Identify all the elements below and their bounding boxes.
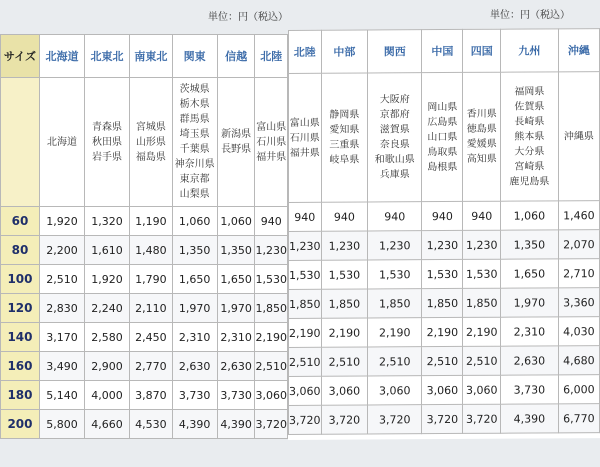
price-cell: 940	[321, 202, 368, 231]
prefecture-name: 青森県	[92, 121, 123, 133]
size-cell: 200	[1, 410, 40, 439]
prefecture-name: 香川県	[466, 108, 497, 120]
rate-table-left	[0, 34, 288, 439]
prefecture-name: 石川県	[256, 136, 287, 148]
prefecture-name: 岐阜県	[329, 154, 360, 166]
price-cell: 5,140	[39, 381, 84, 410]
price-cell: 1,650	[501, 259, 559, 288]
price-row	[1, 294, 288, 323]
price-cell: 2,580	[85, 323, 130, 352]
price-cell: 2,510	[422, 346, 463, 375]
price-cell: 1,530	[463, 259, 501, 288]
price-cell: 2,770	[130, 352, 173, 381]
price-cell: 3,730	[217, 381, 255, 410]
price-cell: 3,870	[130, 381, 173, 410]
prefecture-name: 福井県	[256, 151, 287, 163]
price-cell: 2,510	[39, 265, 84, 294]
prefecture-name: 群馬県	[179, 114, 210, 125]
price-cell: 2,710	[558, 259, 599, 288]
price-cell: 6,000	[558, 375, 599, 404]
price-cell: 1,530	[255, 265, 288, 294]
price-cell: 3,720	[289, 405, 322, 434]
prefecture-list	[85, 78, 130, 207]
price-cell: 1,230	[289, 231, 322, 260]
prefecture-list	[321, 73, 368, 202]
size-cell: 120	[1, 294, 40, 323]
price-cell: 3,730	[172, 381, 217, 410]
price-cell: 6,770	[558, 404, 599, 433]
prefecture-name: 大阪府	[379, 94, 410, 106]
price-row	[1, 323, 288, 352]
price-cell: 2,830	[39, 294, 84, 323]
price-cell: 3,060	[321, 376, 368, 405]
price-cell: 4,390	[172, 410, 217, 439]
price-cell: 1,920	[85, 265, 130, 294]
prefecture-list	[558, 72, 599, 201]
price-cell: 1,530	[289, 260, 322, 289]
price-row	[289, 404, 600, 435]
prefecture-name: 福島県	[135, 151, 166, 163]
header-row	[289, 29, 600, 74]
price-cell: 1,970	[217, 294, 255, 323]
price-cell: 3,720	[463, 404, 501, 433]
price-cell: 2,190	[255, 323, 288, 352]
prefecture-name: 茨城県	[179, 84, 210, 95]
price-cell: 2,630	[172, 352, 217, 381]
price-cell: 4,680	[558, 346, 599, 375]
prefecture-name: 宮城県	[135, 121, 166, 133]
prefecture-name: 栃木県	[179, 99, 210, 110]
price-row	[289, 201, 600, 232]
price-cell: 2,190	[321, 318, 368, 347]
price-row	[1, 410, 288, 439]
price-cell: 2,510	[321, 347, 368, 376]
unit-label-right: 単位：円（税込）	[490, 10, 570, 21]
region-header: 北東北	[85, 35, 130, 78]
price-cell: 5,800	[39, 410, 84, 439]
price-cell: 1,920	[39, 207, 84, 236]
prefecture-name: 千葉県	[179, 144, 210, 155]
price-row	[289, 375, 600, 406]
prefecture-name: 島根県	[427, 161, 458, 173]
prefecture-name: 山口県	[427, 131, 458, 143]
prefecture-name: 広島県	[427, 116, 458, 128]
price-cell: 1,460	[558, 201, 599, 230]
prefecture-name: 熊本県	[514, 130, 545, 143]
price-cell: 2,630	[217, 352, 255, 381]
rate-table-page-left	[0, 34, 288, 434]
prefecture-name: 静岡県	[329, 109, 360, 121]
price-cell: 1,530	[321, 260, 368, 289]
price-cell: 2,190	[422, 317, 463, 346]
price-cell: 1,650	[217, 265, 255, 294]
price-cell: 3,720	[422, 404, 463, 433]
price-cell: 1,480	[130, 236, 173, 265]
price-cell: 1,970	[172, 294, 217, 323]
price-cell: 4,390	[217, 410, 255, 439]
prefecture-name: 鳥取県	[427, 146, 458, 158]
price-cell: 3,720	[255, 410, 288, 439]
price-cell: 1,060	[501, 201, 559, 230]
price-cell: 3,060	[255, 381, 288, 410]
prefecture-row	[289, 72, 600, 203]
price-cell: 1,850	[368, 289, 422, 318]
price-cell: 2,190	[463, 317, 501, 346]
prefecture-name: 京都府	[379, 109, 410, 121]
price-cell: 1,610	[85, 236, 130, 265]
price-cell: 1,850	[289, 289, 322, 318]
prefecture-name: 山梨県	[179, 189, 210, 200]
size-cell: 100	[1, 265, 40, 294]
price-cell: 1,790	[130, 265, 173, 294]
price-cell: 2,070	[558, 230, 599, 259]
region-header: 沖縄	[558, 29, 599, 72]
price-cell: 4,390	[501, 404, 559, 433]
price-cell: 1,230	[321, 231, 368, 260]
prefecture-name: 鹿児島県	[509, 175, 550, 188]
size-column-header: サイズ	[1, 35, 40, 78]
price-cell: 1,350	[501, 230, 559, 259]
prefecture-name: 岩手県	[92, 151, 123, 163]
price-cell: 3,060	[422, 375, 463, 404]
price-cell: 940	[255, 207, 288, 236]
prefecture-name: 徳島県	[466, 123, 497, 135]
region-header: 関東	[172, 35, 217, 78]
price-cell: 1,320	[85, 207, 130, 236]
prefecture-name: 長崎県	[514, 115, 545, 128]
prefecture-list	[463, 72, 501, 201]
prefecture-name: 富山県	[289, 117, 320, 129]
price-cell: 2,510	[255, 352, 288, 381]
header-row	[1, 35, 288, 78]
price-cell: 3,490	[39, 352, 84, 381]
price-cell: 1,350	[172, 236, 217, 265]
size-cell: 80	[1, 236, 40, 265]
price-cell: 4,000	[85, 381, 130, 410]
prefecture-list	[130, 78, 173, 207]
region-header: 九州	[501, 29, 559, 72]
price-cell: 1,230	[368, 231, 422, 260]
prefecture-list	[172, 78, 217, 207]
price-cell: 1,970	[501, 288, 559, 317]
price-cell: 3,720	[368, 405, 422, 434]
rate-table-page-right	[288, 28, 600, 440]
price-cell: 1,850	[422, 288, 463, 317]
region-header: 中国	[422, 29, 463, 72]
region-header: 信越	[217, 35, 255, 78]
price-cell: 2,900	[85, 352, 130, 381]
prefecture-name: 石川県	[289, 132, 320, 144]
size-cell: 60	[1, 207, 40, 236]
prefecture-name: 奈良県	[379, 139, 410, 151]
price-cell: 940	[368, 202, 422, 231]
prefecture-name: 東京都	[179, 174, 210, 185]
prefecture-name: 埼玉県	[179, 129, 210, 140]
prefecture-name: 岡山県	[427, 101, 458, 113]
price-cell: 2,190	[289, 318, 322, 347]
prefecture-name: 愛媛県	[466, 138, 497, 150]
price-row	[1, 265, 288, 294]
region-header: 北陸	[289, 30, 322, 73]
price-cell: 1,850	[463, 288, 501, 317]
prefecture-name: 和歌山県	[374, 154, 415, 166]
region-header: 北陸	[255, 35, 288, 78]
price-row	[1, 207, 288, 236]
price-cell: 1,230	[255, 236, 288, 265]
price-cell: 3,360	[558, 288, 599, 317]
prefecture-name: 大分県	[514, 145, 545, 158]
price-cell: 2,510	[368, 347, 422, 376]
prefecture-name: 三重県	[329, 139, 360, 151]
region-header: 中部	[321, 30, 368, 73]
price-row	[289, 259, 600, 290]
prefecture-list	[501, 72, 559, 201]
size-area-blank	[1, 78, 40, 207]
price-cell: 1,850	[321, 289, 368, 318]
prefecture-name: 長野県	[221, 144, 252, 155]
price-cell: 2,450	[130, 323, 173, 352]
prefecture-list	[217, 78, 255, 207]
prefecture-name: 秋田県	[92, 136, 123, 148]
price-cell: 4,660	[85, 410, 130, 439]
prefecture-name: 山形県	[135, 136, 166, 148]
price-cell: 1,190	[130, 207, 173, 236]
region-header: 関西	[368, 30, 422, 73]
price-cell: 1,650	[172, 265, 217, 294]
price-row	[289, 317, 600, 348]
prefecture-list	[39, 78, 84, 207]
price-cell: 2,310	[217, 323, 255, 352]
price-cell: 1,230	[463, 230, 501, 259]
price-cell: 2,510	[463, 346, 501, 375]
price-row	[1, 352, 288, 381]
price-cell: 3,730	[501, 375, 559, 404]
rate-table-right	[288, 28, 600, 435]
price-cell: 940	[422, 201, 463, 230]
price-cell: 940	[289, 202, 322, 231]
prefecture-list	[422, 72, 463, 201]
size-cell: 160	[1, 352, 40, 381]
price-cell: 1,060	[217, 207, 255, 236]
region-header: 北海道	[39, 35, 84, 78]
price-cell: 1,850	[255, 294, 288, 323]
prefecture-name: 高知県	[466, 153, 497, 165]
prefecture-row	[1, 78, 288, 207]
price-cell: 3,060	[368, 376, 422, 405]
price-cell: 4,030	[558, 317, 599, 346]
price-row	[1, 236, 288, 265]
unit-label-left: 単位：円（税込）	[208, 12, 288, 23]
price-cell: 1,530	[368, 260, 422, 289]
price-cell: 1,060	[172, 207, 217, 236]
prefecture-name: 愛知県	[329, 124, 360, 136]
prefecture-name: 宮崎県	[514, 160, 545, 173]
prefecture-name: 富山県	[256, 121, 287, 133]
price-cell: 2,190	[368, 318, 422, 347]
price-cell: 1,530	[422, 259, 463, 288]
price-cell: 3,720	[321, 405, 368, 434]
prefecture-name: 福岡県	[514, 85, 545, 98]
prefecture-list	[289, 73, 322, 202]
price-cell: 3,060	[289, 376, 322, 405]
prefecture-name: 神奈川県	[174, 159, 215, 170]
price-cell: 4,530	[130, 410, 173, 439]
price-cell: 2,200	[39, 236, 84, 265]
price-cell: 2,310	[501, 317, 559, 346]
price-cell: 2,110	[130, 294, 173, 323]
price-cell: 1,230	[422, 230, 463, 259]
prefecture-name: 福井県	[289, 147, 320, 159]
size-cell: 140	[1, 323, 40, 352]
price-cell: 2,240	[85, 294, 130, 323]
prefecture-name: 新潟県	[221, 129, 252, 140]
price-cell: 940	[463, 201, 501, 230]
prefecture-name: 滋賀県	[379, 124, 410, 136]
price-cell: 2,630	[501, 346, 559, 375]
price-row	[289, 230, 600, 261]
price-row	[1, 381, 288, 410]
price-row	[289, 346, 600, 377]
price-cell: 3,170	[39, 323, 84, 352]
prefecture-list	[368, 73, 422, 202]
prefecture-name: 佐賀県	[514, 100, 545, 113]
prefecture-list	[255, 78, 288, 207]
price-cell: 1,350	[217, 236, 255, 265]
price-cell: 2,310	[172, 323, 217, 352]
prefecture-name: 沖縄県	[563, 130, 594, 142]
prefecture-name: 北海道	[46, 136, 77, 148]
size-cell: 180	[1, 381, 40, 410]
prefecture-name: 兵庫県	[379, 169, 410, 181]
region-header: 四国	[463, 29, 501, 72]
price-cell: 3,060	[463, 375, 501, 404]
price-row	[289, 288, 600, 319]
region-header: 南東北	[130, 35, 173, 78]
price-cell: 2,510	[289, 347, 322, 376]
